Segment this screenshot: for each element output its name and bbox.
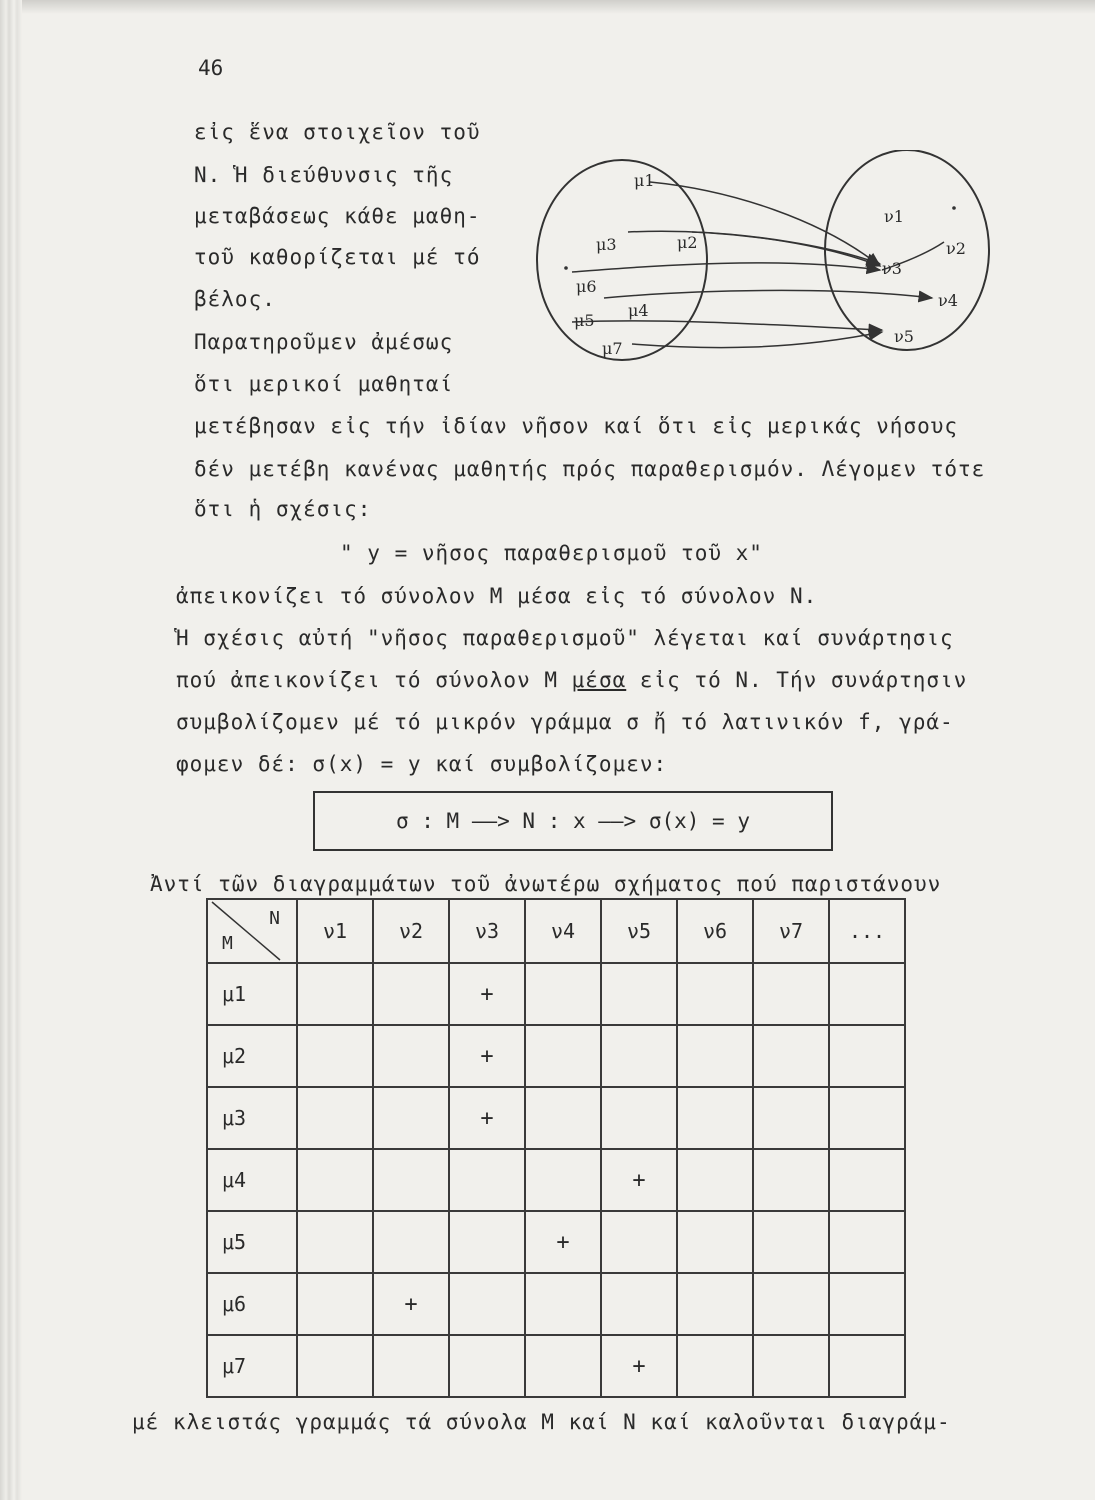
text-line-14: [176, 668, 967, 692]
text-line-10: ὅτι ἡ σχέσις:: [194, 497, 372, 521]
table-cell: [829, 1149, 905, 1211]
label-m7: μ7: [602, 339, 623, 358]
table-cell: [753, 963, 829, 1025]
arrow-m6: [572, 263, 880, 272]
table-row: [207, 1335, 905, 1397]
arrow-m4: [604, 290, 932, 298]
table-row: [207, 1273, 905, 1335]
table-cell: [677, 1273, 753, 1335]
text-line-3: μεταβάσεως κάθε μαθη-: [194, 204, 481, 228]
text-line-18: μέ κλειστάς γραμμάς τά σύνολα Μ καί Ν καί καλοῦνται διαγράμ-: [132, 1410, 951, 1434]
label-m5: μ5: [574, 311, 595, 330]
table-corner-cell: [207, 899, 297, 963]
table-cell: [753, 1211, 829, 1273]
text-line-9: δέν μετέβη κανένας μαθητής πρός παραθερισμόν. Λέγομεν τότε: [194, 457, 986, 481]
table-cell: [829, 1273, 905, 1335]
table-row: [207, 1025, 905, 1087]
table-cell: [829, 1087, 905, 1149]
arrow-m5: [572, 321, 882, 330]
page-left-edge: [0, 0, 22, 1500]
row-header: μ6: [207, 1273, 297, 1335]
table-cell: +: [373, 1273, 449, 1335]
table-cell: +: [601, 1335, 677, 1397]
row-header: μ4: [207, 1149, 297, 1211]
text-line-2: Ν. Ἡ διεύθυνσις τῆς: [194, 163, 454, 187]
label-v5: ν5: [894, 327, 914, 346]
table-cell: +: [525, 1211, 601, 1273]
table-cell: [753, 1025, 829, 1087]
table-cell: [601, 1273, 677, 1335]
table-cell: [677, 963, 753, 1025]
column-header: ν7: [753, 899, 829, 963]
column-header: ν5: [601, 899, 677, 963]
table-cell: [449, 1211, 525, 1273]
text-line-12: ἀπεικονίζει τό σύνολον Μ μέσα εἰς τό σύνολον Ν.: [176, 584, 818, 608]
page-number: 46: [198, 56, 224, 80]
table-header-row: [207, 899, 905, 963]
table-cell: [525, 963, 601, 1025]
column-header: ...: [829, 899, 905, 963]
label-m2: μ2: [677, 233, 698, 252]
text-line-7: ὅτι μερικοί μαθηταί: [194, 372, 454, 396]
row-header: μ7: [207, 1335, 297, 1397]
table-cell: [297, 1273, 373, 1335]
row-header: μ5: [207, 1211, 297, 1273]
table-cell: [525, 1025, 601, 1087]
row-header: μ1: [207, 963, 297, 1025]
table-cell: [449, 1335, 525, 1397]
table-cell: [753, 1087, 829, 1149]
table-row: [207, 1211, 905, 1273]
correspondence-table: [206, 898, 906, 1398]
text-line-15: συμβολίζομεν μέ τό μικρόν γράμμα σ ἤ τό λατινικόν f, γρά-: [176, 710, 954, 734]
label-m1: μ1: [634, 171, 655, 190]
corner-label-m: M: [222, 933, 233, 954]
table-cell: [525, 1149, 601, 1211]
table-cell: [297, 1025, 373, 1087]
table-cell: [373, 1149, 449, 1211]
label-v3: ν3: [882, 259, 902, 278]
table-cell: [677, 1087, 753, 1149]
row-header: μ2: [207, 1025, 297, 1087]
label-v1: ν1: [884, 207, 904, 226]
table-cell: [829, 1211, 905, 1273]
arrow-m2: [692, 232, 880, 264]
text-line-6: Παρατηροῦμεν ἀμέσως: [194, 330, 454, 354]
column-header: ν6: [677, 899, 753, 963]
table-cell: [297, 1149, 373, 1211]
table-cell: [677, 1211, 753, 1273]
label-m4: μ4: [628, 301, 649, 320]
function-formula-box: [313, 791, 833, 851]
table-cell: [297, 1335, 373, 1397]
text-line-1: εἰς ἕνα στοιχεῖον τοῦ: [194, 120, 481, 144]
dot-n-extra: [952, 206, 956, 210]
table-cell: [373, 1087, 449, 1149]
text-line-5: βέλος.: [194, 287, 276, 311]
table-cell: [601, 1211, 677, 1273]
table-cell: [753, 1335, 829, 1397]
table-cell: [829, 963, 905, 1025]
table-cell: [677, 1025, 753, 1087]
table-cell: [449, 1273, 525, 1335]
table-cell: [601, 1025, 677, 1087]
arrow-m7: [632, 332, 882, 348]
table-cell: [373, 1335, 449, 1397]
text-line-17: Ἀντί τῶν διαγραμμάτων τοῦ ἀνωτέρω σχήματος πού παριστάνουν: [150, 872, 942, 896]
text-line-8: μετέβησαν εἰς τήν ἰδίαν νῆσον καί ὅτι εἰς μερικάς νήσους: [194, 414, 959, 438]
dot-m-extra: [564, 266, 568, 270]
text-line-14-end: εἰς τό Ν. Τήν συνάρτησιν: [626, 668, 968, 692]
table-cell: [525, 1335, 601, 1397]
table-cell: [449, 1149, 525, 1211]
table-cell: +: [449, 1087, 525, 1149]
table-cell: [373, 1025, 449, 1087]
corner-label-n: N: [269, 908, 280, 929]
table-cell: [753, 1273, 829, 1335]
text-line-14-start: πού ἀπεικονίζει τό σύνολον Μ: [176, 668, 572, 692]
column-header: ν3: [449, 899, 525, 963]
table-cell: +: [601, 1149, 677, 1211]
table-cell: [601, 963, 677, 1025]
table-cell: [297, 963, 373, 1025]
column-header: ν1: [297, 899, 373, 963]
table-cell: [525, 1273, 601, 1335]
table-cell: [677, 1149, 753, 1211]
label-m3: μ3: [596, 235, 617, 254]
table-cell: [373, 963, 449, 1025]
table-row: [207, 1149, 905, 1211]
table-cell: [601, 1087, 677, 1149]
table-cell: [753, 1149, 829, 1211]
function-formula: σ : M ——> N : x ——> σ(x) = y: [395, 809, 750, 833]
table-cell: [525, 1087, 601, 1149]
set-mapping-diagram: [532, 150, 1012, 380]
table-cell: +: [449, 1025, 525, 1087]
table-cell: [297, 1211, 373, 1273]
table-row: [207, 1087, 905, 1149]
underlined-mesa: μέσα: [571, 668, 627, 692]
table-cell: [297, 1087, 373, 1149]
text-line-11: " y = νῆσος παραθερισμοῦ τοῦ x": [340, 541, 763, 565]
label-v2: ν2: [946, 239, 966, 258]
column-header: ν2: [373, 899, 449, 963]
table-cell: [677, 1335, 753, 1397]
text-line-16: φομεν δέ: σ(x) = y καί συμβολίζομεν:: [176, 752, 668, 776]
text-line-4: τοῦ καθορίζεται μέ τό: [194, 245, 481, 269]
label-m6: μ6: [576, 277, 597, 296]
table-cell: [373, 1211, 449, 1273]
row-header: μ3: [207, 1087, 297, 1149]
page-top-edge: [0, 0, 1095, 14]
column-header: ν4: [525, 899, 601, 963]
table-cell: [829, 1335, 905, 1397]
table-cell: +: [449, 963, 525, 1025]
table-cell: [829, 1025, 905, 1087]
label-v4: ν4: [938, 291, 958, 310]
text-line-13: Ἡ σχέσις αὐτή "νῆσος παραθερισμοῦ" λέγεται καί συνάρτησις: [176, 626, 954, 650]
set-m-ellipse: [537, 160, 707, 360]
table-row: [207, 963, 905, 1025]
